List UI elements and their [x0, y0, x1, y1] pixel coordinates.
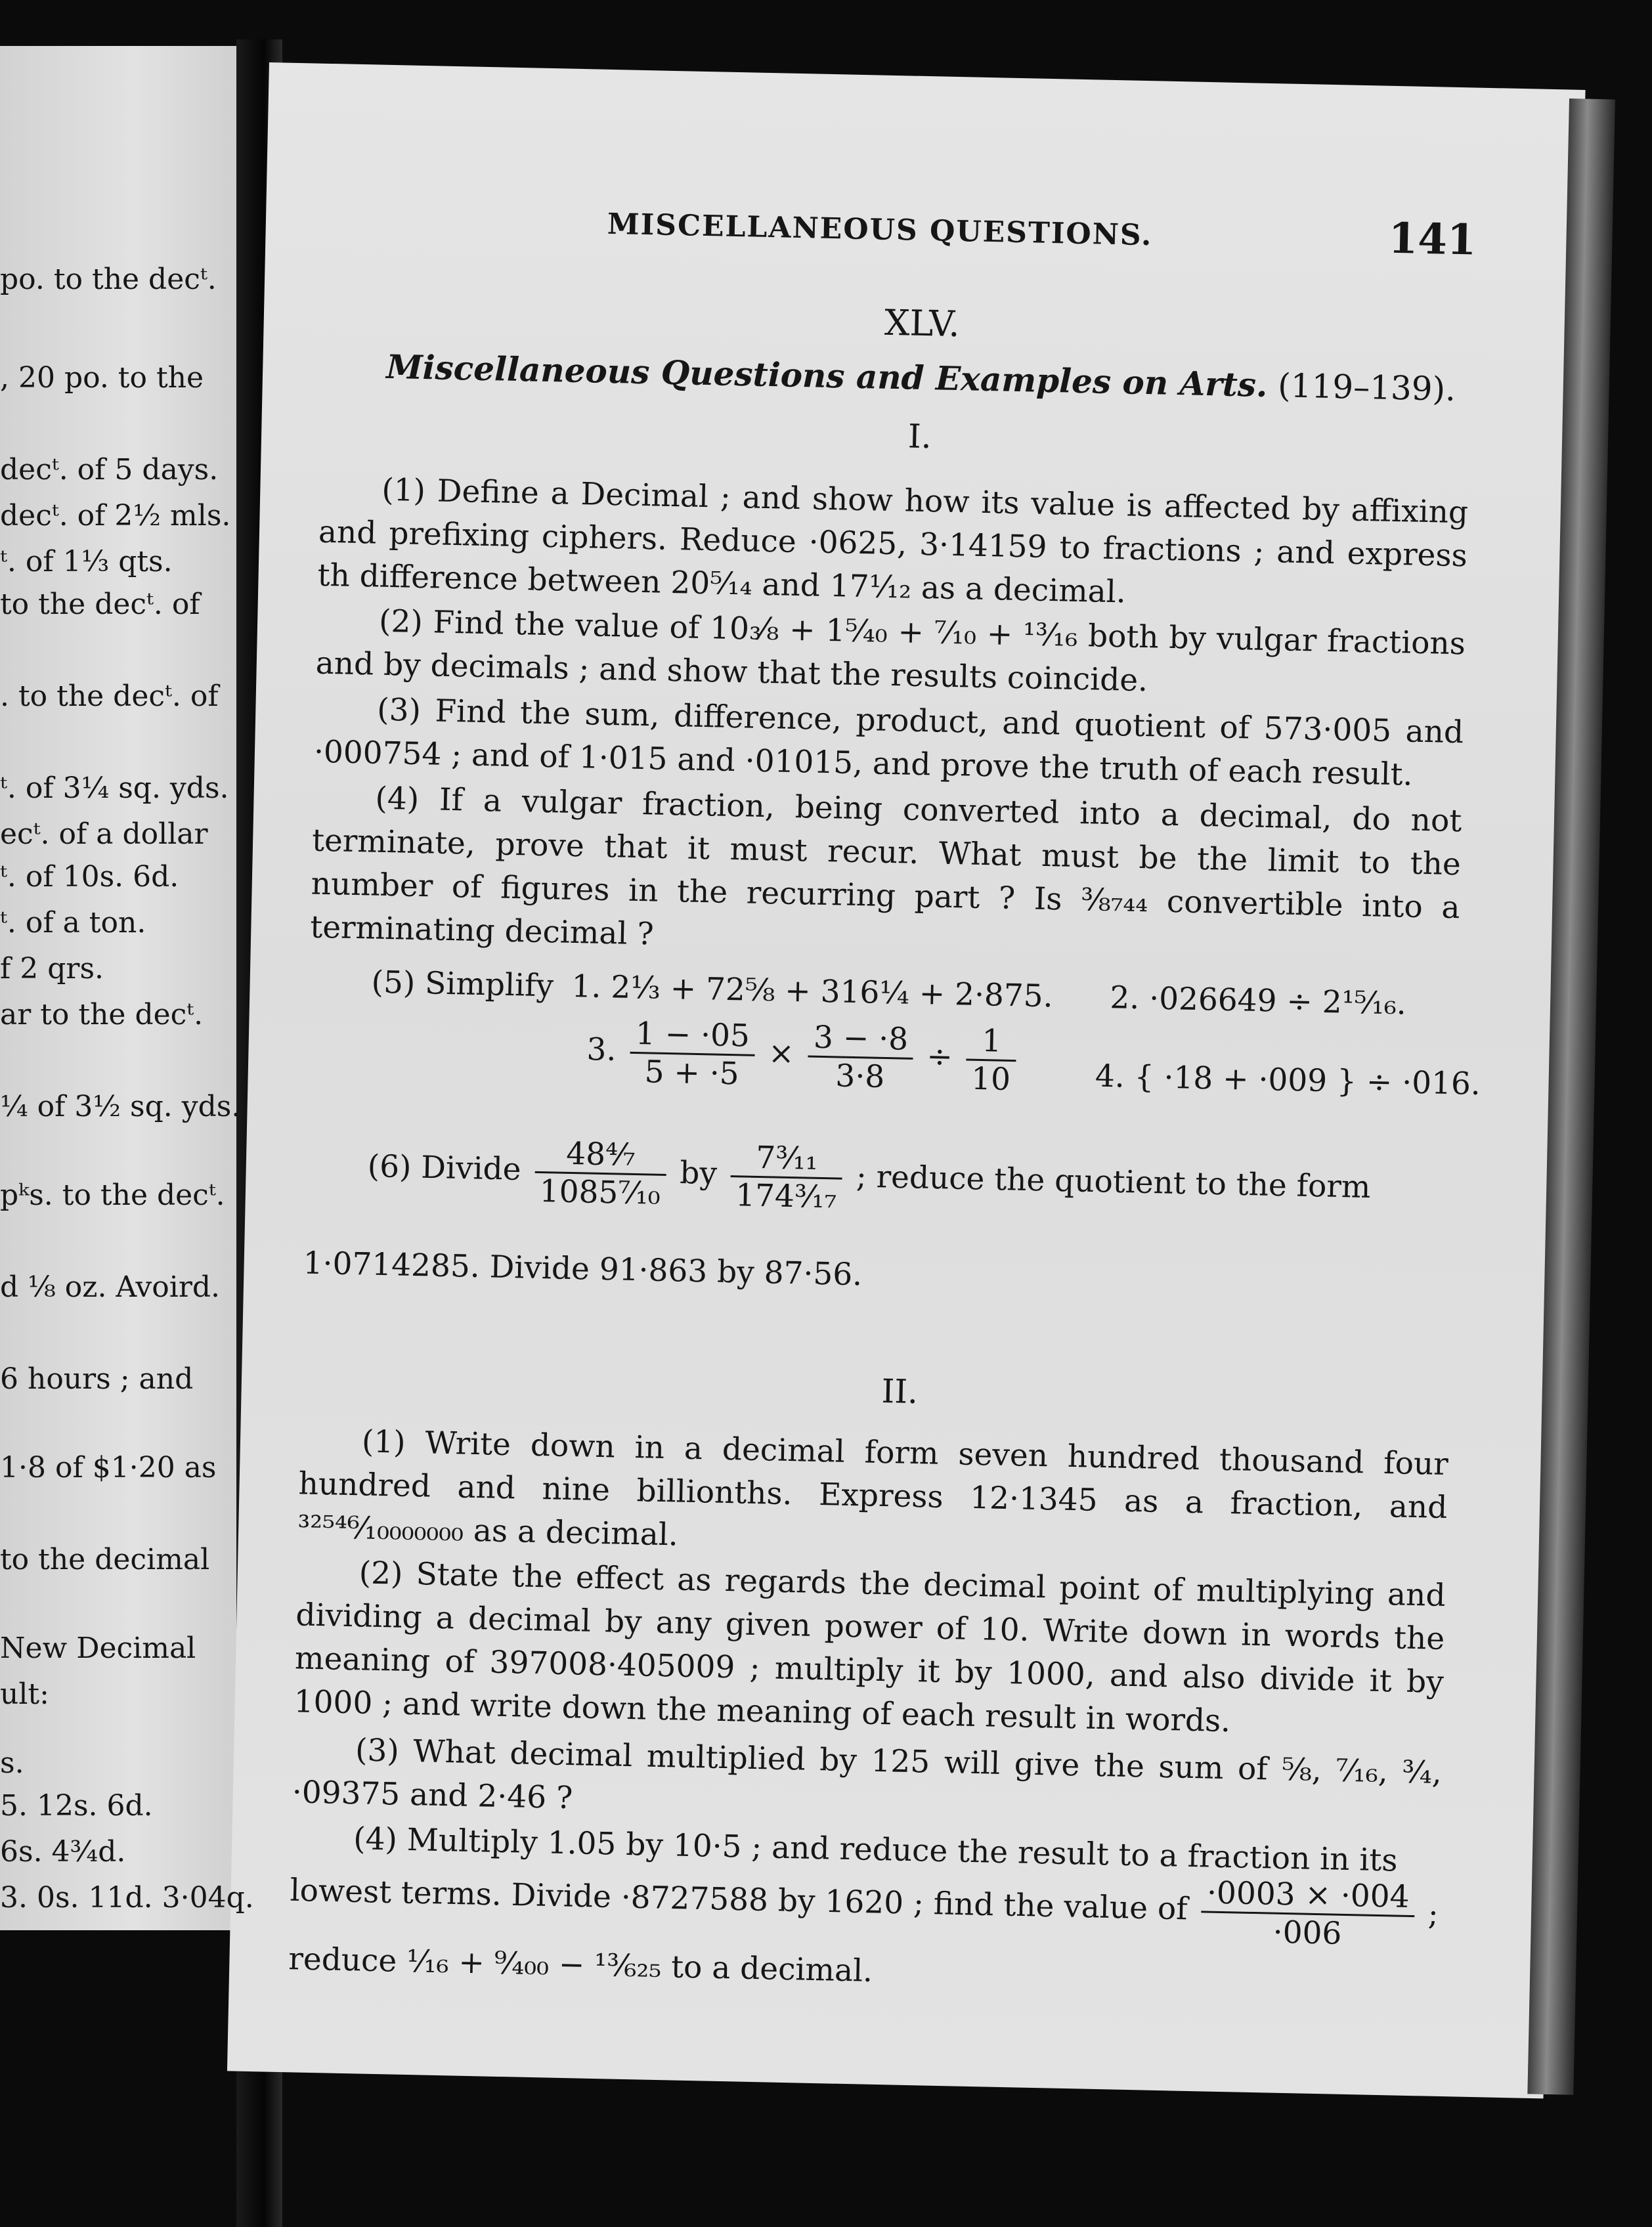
left-page-line: ar to the decᵗ. [0, 998, 204, 1031]
left-page-line: ᵗ. of a ton. [0, 906, 146, 940]
value-fraction [1200, 1874, 1415, 1953]
left-page-line: ᵗ. of 10s. 6d. [0, 860, 179, 894]
left-page-line: ecᵗ. of a dollar [0, 817, 208, 851]
left-page-line: s. [0, 1746, 24, 1780]
value-fraction-numerator: ·0003 × ·004 [1201, 1874, 1415, 1917]
question-1-2: (2) Find the value of 10₃⁄₈ + 1⁵⁄₄₀ + ⁷⁄₁₀ + ¹³⁄₁₆ both by vulgar fractions and by decimals ; and show that the results coincide. [315, 603, 1466, 699]
left-page-line: 5. 12s. 6d. [0, 1789, 153, 1823]
divide-fraction-2 [730, 1139, 843, 1216]
left-page-line: 1·8 of $1·20 as [0, 1451, 217, 1484]
part2-heading: II. [881, 1372, 919, 1412]
question-2-4-line2-text: lowest terms. Divide ·8727588 by 1620 ; find the value of [290, 1872, 1188, 1928]
question-1-5-lead: (5) Simplify [371, 964, 554, 1005]
question-2-4: (4) Multiply 1.05 by 10·5 ; and reduce the result to a fraction in its [353, 1821, 1399, 1879]
section-range: (119–139). [1277, 366, 1456, 408]
question-2-3: (3) What decimal multiplied by 125 will give the sum of ⁵⁄₈, ⁷⁄₁₆, ¾, ·09375 and 2·46 ? [292, 1732, 1443, 1817]
question-1-6-by: by [679, 1154, 718, 1192]
question-2-1: (1) Write down in a decimal form seven hundred thousand four hundred and nine billionths. Express 12·1345 as a fraction, and ³²⁵⁴⁶⁄₁₀₀₀₀₀₀₀ as a decimal. [297, 1423, 1449, 1553]
left-page-line: po. to the decᵗ. [0, 263, 217, 296]
left-page-line: decᵗ. of 5 days. [0, 453, 219, 486]
left-page-line: 6 hours ; and [0, 1362, 194, 1396]
left-page-line: . to the decᵗ. of [0, 680, 219, 713]
question-1-6-line2: 1·0714285. Divide 91·863 by 87·56. [303, 1245, 863, 1293]
left-page-line: f 2 qrs. [0, 952, 104, 985]
divide-fraction-2-numerator: 7³⁄₁₁ [731, 1139, 843, 1180]
divide-fraction-1-numerator: 48⁴⁄₇ [534, 1135, 666, 1176]
question-2-4-line3: reduce ¹⁄₁₆ + ⁹⁄₄₀₀ − ¹³⁄₆₂₅ to a decimal. [288, 1941, 873, 1989]
left-page-line: 6s. 4¾d. [0, 1835, 126, 1869]
divide-fraction-2-denominator: 174³⁄₁₇ [735, 1177, 837, 1216]
part1-heading: I. [907, 417, 932, 456]
fraction-b-numerator: 3 − ·8 [808, 1020, 913, 1060]
question-1-5-item3-number: 3. [586, 1031, 617, 1068]
section-title [263, 345, 1580, 411]
value-fraction-denominator: ·006 [1272, 1914, 1342, 1952]
question-1-3: (3) Find the sum, difference, product, and quotient of 573·005 and ·000754 ; and of 1·015 and ·01015, and prove the truth of each result. [313, 691, 1464, 793]
left-page-line: to the decᵗ. of [0, 588, 200, 621]
left-page-line: ᵗ. of 3¼ sq. yds. [0, 771, 229, 805]
fraction-a-numerator: 1 − ·05 [630, 1016, 755, 1056]
page-number: 141 [1387, 213, 1477, 265]
question-1-4: (4) If a vulgar fraction, being converted into a decimal, do not terminate, prove that it must recur. What must be the limit to the number of figures in the recurring part ? Is ³⁄₈₇₄₄ convertible into a terminating decimal ? [309, 780, 1462, 953]
left-page-line: , 20 po. to the [0, 361, 204, 395]
question-1-6-tail: ; reduce the quotient to the form [856, 1158, 1371, 1205]
question-1-6 [367, 1132, 1372, 1227]
fraction-c-numerator: 1 [967, 1023, 1017, 1062]
left-page-line: New Decimal [0, 1632, 196, 1665]
section-number: XLV. [884, 301, 961, 345]
fraction-a [629, 1016, 755, 1092]
left-page-line: 3. 0s. 11d. 3·04q. [0, 1881, 254, 1914]
fraction-c [966, 1023, 1017, 1098]
fraction-b [807, 1020, 913, 1096]
left-page-line: ᵗ. of 1⅓ qts. [0, 545, 173, 578]
fraction-b-denominator: 3·8 [835, 1058, 885, 1095]
section-title-text: Miscellaneous Questions and Examples on Arts. [385, 347, 1268, 404]
question-2-4-semicolon: ; [1427, 1896, 1439, 1933]
question-1-1: (1) Define a Decimal ; and show how its value is affected by affixing and prefixing ciphers. Reduce ·0625, 3·14159 to fractions ; and express th difference between 20⁵⁄₁₄ and 17¹⁄₁₂ as a decimal. [317, 471, 1469, 611]
divide-sign: ÷ [926, 1038, 953, 1075]
question-1-5-item1: 1. 2⅓ + 72⁵⁄₈ + 316¼ + 2·875. [571, 968, 1054, 1015]
question-1-5-item4: 4. { ·18 + ·009 } ÷ ·016. [1095, 1058, 1481, 1102]
running-head: MISCELLANEOUS QUESTIONS. [607, 207, 1153, 253]
divide-fraction-1 [534, 1135, 666, 1212]
question-1-5-item3 [586, 1014, 1020, 1098]
question-2-2: (2) State the effect as regards the decimal point of multiplying and dividing a decimal by any given power of 10. Write down in words the meaning of 397008·405009 ; multiply it by 1000, and also divide it by 1000 ; and write down the meaning of each result in words. [293, 1555, 1446, 1740]
times-sign: × [768, 1035, 795, 1072]
question-1-5-item2: 2. ·026649 ÷ 2¹⁵⁄₁₆. [1109, 980, 1407, 1022]
fraction-a-denominator: 5 + ·5 [644, 1054, 740, 1092]
left-page-line: to the decimal [0, 1543, 210, 1576]
left-page-line: ult: [0, 1677, 49, 1711]
divide-fraction-1-denominator: 1085⁷⁄₁₀ [539, 1173, 661, 1212]
left-page-line: ¼ of 3½ sq. yds. [0, 1090, 241, 1123]
left-page-line: pᵏs. to the decᵗ. [0, 1178, 225, 1212]
left-page-line: d ⅛ oz. Avoird. [0, 1270, 221, 1304]
left-page-line: decᵗ. of 2½ mls. [0, 499, 231, 532]
fraction-c-denominator: 10 [970, 1060, 1011, 1098]
main-page [227, 62, 1586, 2098]
question-1-6-lead: (6) Divide [367, 1148, 522, 1188]
